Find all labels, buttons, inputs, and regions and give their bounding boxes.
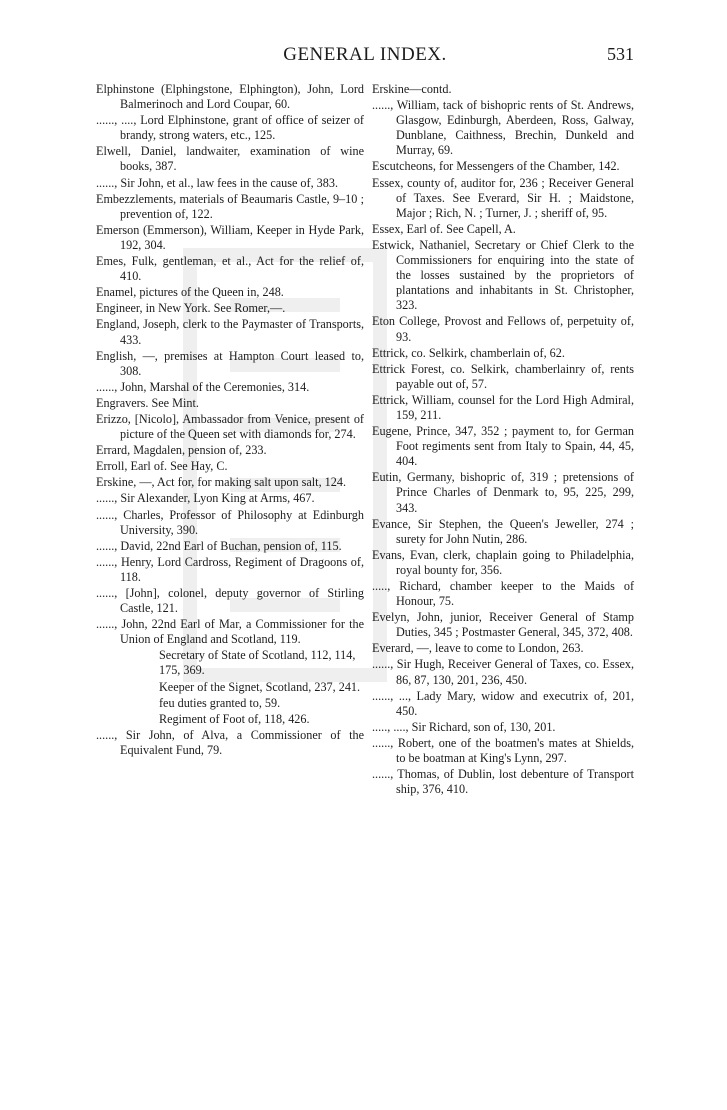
index-entry: Essex, county of, auditor for, 236 ; Receiver General of Taxes. See Everard, Sir H. ; Maidstone, Major ; Rich, N. ; Turner, J. ; sheriff of, 95. [372, 175, 634, 220]
index-entry: Errard, Magdalen, pension of, 233. [96, 443, 267, 458]
index-entry: Ettrick Forest, co. Selkirk, chamberlainry of, rents payable out of, 57. [372, 361, 634, 391]
index-entry: ......, John, 22nd Earl of Mar, a Commissioner for the Union of England and Scotland, 119. [96, 617, 364, 647]
index-entry: Erskine—contd. [372, 82, 452, 96]
index-entry: Engineer, in New York. See Romer,—. [96, 301, 286, 316]
index-entry: Ettrick, co. Selkirk, chamberlain of, 62. [372, 345, 565, 360]
index-entry: ......, Sir John, et al., law fees in the cause of, 383. [96, 175, 339, 190]
index-entry: Emerson (Emmerson), William, Keeper in Hyde Park, 192, 304. [96, 222, 364, 252]
index-entry: ......, ...., Lord Elphinstone, grant of office of seizer of brandy, strong waters, etc., 125. [96, 113, 364, 143]
index-column-right [372, 82, 634, 798]
index-entry: ......, Sir Hugh, Receiver General of Taxes, co. Essex, 86, 87, 130, 201, 236, 450. [372, 657, 634, 687]
index-entry: ......, Robert, one of the boatmen's mates at Shields, to be boatman at King's Lynn, 297. [372, 735, 634, 766]
page-header [96, 44, 634, 70]
index-entry: ....., Richard, chamber keeper to the Maids of Honour, 75. [372, 579, 634, 609]
index-entry: ......, William, tack of bishopric rents of St. Andrews, Glasgow, Edinburgh, Aberdeen, Ross, Galway, Dunblane, Caithness, Brechin, Dunkeld and Murray, 69. [372, 98, 634, 158]
index-entry: ......, Thomas, of Dublin, lost debenture of Transport ship, 376, 410. [372, 767, 634, 797]
index-entry: Eugene, Prince, 347, 352 ; payment to, for German Foot regiments sent from Italy to Spain, 44, 45, 404. [372, 424, 634, 469]
index-entry: ......, Charles, Professor of Philosophy at Edinburgh University, 390. [96, 507, 364, 537]
page-title: GENERAL INDEX. [283, 44, 447, 65]
index-entry: ......, Sir Alexander, Lyon King at Arms, 467. [96, 491, 315, 506]
index-entry: English, —, premises at Hampton Court leased to, 308. [96, 348, 364, 378]
index-entry: Evans, Evan, clerk, chaplain going to Philadelphia, royal bounty for, 356. [372, 547, 634, 577]
index-entry: ......, John, Marshal of the Ceremonies, 314. [96, 379, 310, 394]
index-entry: Escutcheons, for Messengers of the Chamber, 142. [372, 159, 620, 174]
index-entry: Ettrick, William, counsel for the Lord High Admiral, 159, 211. [372, 392, 634, 422]
index-column-left [96, 82, 364, 759]
index-entry: Erizzo, [Nicolo], Ambassador from Venice, present of picture of the Queen set with diamonds for, 274. [96, 411, 364, 442]
index-entry: ......, Sir John, of Alva, a Commissioner of the Equivalent Fund, 79. [96, 727, 364, 757]
index-subentry: Secretary of State of Scotland, 112, 114, 175, 369. [159, 648, 356, 678]
index-entry: Evance, Sir Stephen, the Queen's Jeweller, 274 ; surety for John Nutin, 286. [372, 516, 634, 546]
index-entry: Eton College, Provost and Fellows of, perpetuity of, 93. [372, 314, 634, 344]
page-number: 531 [607, 44, 634, 64]
index-entry: Enamel, pictures of the Queen in, 248. [96, 285, 284, 300]
index-subentry: Regiment of Foot of, 118, 426. [159, 711, 310, 726]
index-entry: Erskine, —, Act for, for making salt upon salt, 124. [96, 475, 346, 490]
index-entry: Embezzlements, materials of Beaumaris Castle, 9–10 ; prevention of, 122. [96, 191, 364, 221]
index-entry: ......, ..., Lady Mary, widow and executrix of, 201, 450. [372, 688, 634, 718]
index-entry: ......, [John], colonel, deputy governor of Stirling Castle, 121. [96, 586, 364, 616]
index-entry: ......, Henry, Lord Cardross, Regiment of Dragoons of, 118. [96, 554, 364, 584]
index-entry: Eutin, Germany, bishopric of, 319 ; pretensions of Prince Charles of Denmark to, 95, 225, 299, 343. [372, 470, 634, 515]
index-entry: ....., ...., Sir Richard, son of, 130, 201. [372, 719, 556, 734]
index-subentry: Keeper of the Signet, Scotland, 237, 241. [159, 679, 361, 694]
index-entry: ......, David, 22nd Earl of Buchan, pension of, 115. [96, 538, 342, 553]
index-entry: Estwick, Nathaniel, Secretary or Chief Clerk to the Commissioners for enquiring into the state of the losses sustained by the proprietors of plantations and inhabitants in St. Christopher, 323. [372, 237, 634, 313]
index-entry: Everard, —, leave to come to London, 263. [372, 641, 584, 656]
index-entry: Elphinstone (Elphingstone, Elphington), John, Lord Balmerinoch and Lord Coupar, 60. [96, 82, 364, 112]
index-entry: Erroll, Earl of. See Hay, C. [96, 459, 228, 474]
index-entry: Elwell, Daniel, landwaiter, examination of wine books, 387. [96, 144, 364, 174]
index-entry: Engravers. See Mint. [96, 395, 199, 410]
index-entry: Emes, Fulk, gentleman, et al., Act for the relief of, 410. [96, 254, 364, 284]
index-entry: England, Joseph, clerk to the Paymaster of Transports, 433. [96, 317, 364, 347]
index-subentry: feu duties granted to, 59. [159, 695, 281, 710]
index-entry: Essex, Earl of. See Capell, A. [372, 221, 516, 236]
index-entry: Evelyn, John, junior, Receiver General of Stamp Duties, 345 ; Postmaster General, 345, 372, 408. [372, 610, 634, 640]
